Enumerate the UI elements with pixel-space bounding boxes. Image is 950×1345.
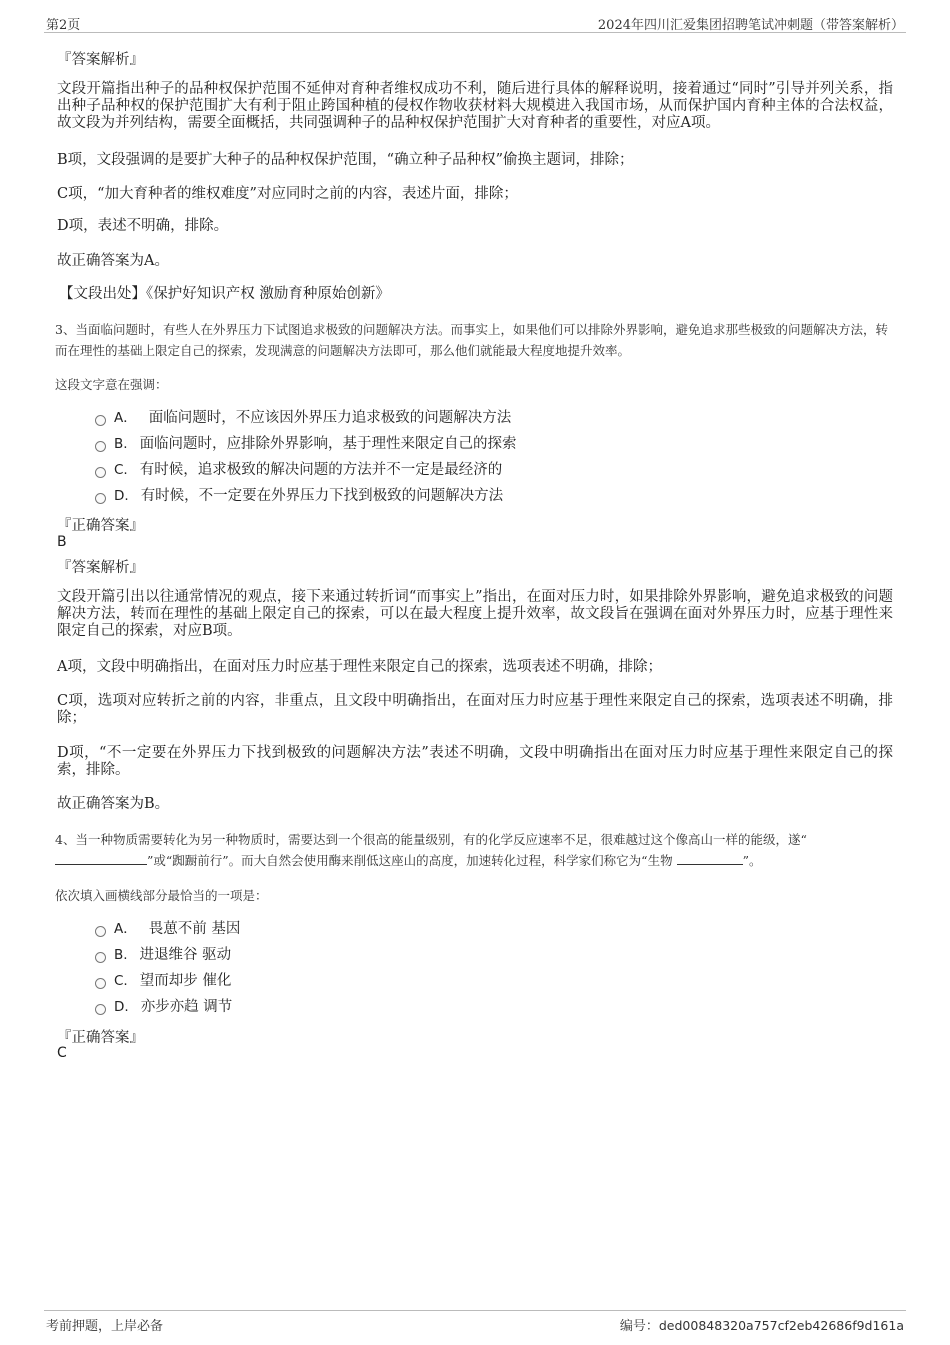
radio-button[interactable] bbox=[95, 467, 106, 478]
q4-prompt: 依次填入画横线部分最恰当的一项是： bbox=[55, 888, 268, 903]
q3-analysis-d: D项，“不一定要在外界压力下找到极致的问题解决方法”表述不明确，文段中明确指出在面对压力时应基于理性来限定自己的探索，排除。 bbox=[57, 745, 893, 778]
radio-button[interactable] bbox=[95, 415, 106, 426]
option-letter: A． bbox=[114, 410, 137, 426]
radio-button[interactable] bbox=[95, 952, 106, 963]
footer-slogan: 考前押题，上岸必备 bbox=[46, 1319, 164, 1334]
option-letter: C. bbox=[114, 973, 128, 989]
option-text: 面临问题时，不应该因外界压力追求极致的问题解决方法 bbox=[148, 410, 512, 426]
option-text: 畏葸不前 基因 bbox=[148, 921, 241, 937]
radio-button[interactable] bbox=[95, 1004, 106, 1015]
page-number: 第2页 bbox=[46, 18, 81, 33]
q3-option-a[interactable] bbox=[95, 408, 511, 428]
q3-option-c[interactable] bbox=[95, 460, 502, 480]
option-letter: B. bbox=[114, 436, 128, 452]
option-letter: A． bbox=[114, 921, 137, 937]
q4-stem-part2: ”或“踟蹰前行”。而大自然会使用酶来削低这座山的高度，加速转化过程，科学家们称它为“生物 bbox=[147, 853, 673, 868]
option-text: 进退维谷 驱动 bbox=[139, 947, 232, 963]
q3-answer-label: 『正确答案』 bbox=[57, 518, 144, 534]
q2-analysis-paragraph: 文段开篇指出种子的品种权保护范围不延伸对育种者维权成功不利，随后进行具体的解释说明，接着通过“同时”引导并列关系，指出种子品种权的保护范围扩大有利于阻止跨国种植的侵权作物收获材料大规模进入我国市场，从而保护国内育种主体的合法权益，故文段为并列结构，需要全面概括，共同强调种子的品种权保护范围扩大对育种者的重要性，对应A项。 bbox=[57, 81, 893, 131]
document-title: 2024年四川汇爱集团招聘笔试冲刺题（带答案解析） bbox=[597, 18, 904, 33]
q4-option-c[interactable] bbox=[95, 971, 231, 991]
q3-analysis-paragraph: 文段开篇引出以往通常情况的观点，接下来通过转折词“而事实上”指出，在面对压力时，如果排除外界影响，避免追求极致的问题解决方法，转而在理性的基础上限定自己的探索，可以在最大程度上提升效率，故文段旨在强调在面对外界压力时，应基于理性来限定自己的探索，对应B项。 bbox=[57, 589, 893, 639]
page-footer bbox=[44, 1310, 906, 1335]
option-text: 有时候，追求极致的解决问题的方法并不一定是最经济的 bbox=[139, 462, 503, 478]
page-header bbox=[44, 12, 906, 33]
q2-conclusion: 故正确答案为A。 bbox=[57, 253, 169, 269]
code-label: 编号： bbox=[619, 1319, 659, 1334]
option-text: 面临问题时，应排除外界影响，基于理性来限定自己的探索 bbox=[139, 436, 517, 452]
q4-blank-1 bbox=[55, 850, 147, 865]
q3-analysis-c: C项，选项对应转折之前的内容，非重点，且文段中明确指出，在面对压力时应基于理性来限定自己的探索，选项表述不明确，排除； bbox=[57, 693, 893, 726]
q4-option-b[interactable] bbox=[95, 945, 231, 965]
radio-button[interactable] bbox=[95, 493, 106, 504]
q4-answer-label: 『正确答案』 bbox=[57, 1030, 144, 1046]
code-value: ded00848320a757cf2eb42686f9d161a bbox=[658, 1318, 904, 1333]
radio-button[interactable] bbox=[95, 926, 106, 937]
q3-conclusion: 故正确答案为B。 bbox=[57, 796, 170, 812]
q3-option-b[interactable] bbox=[95, 434, 517, 454]
q3-analysis-a: A项，文段中明确指出，在面对压力时应基于理性来限定自己的探索，选项表述不明确，排除； bbox=[57, 659, 662, 675]
q2-analysis-label: 『答案解析』 bbox=[57, 52, 144, 68]
q4-stem-part1: 4、当一种物质需要转化为另一种物质时，需要达到一个很高的能量级别，有的化学反应速率不足，很难越过这个像高山一样的能级，遂“ bbox=[55, 832, 807, 847]
option-letter: D. bbox=[114, 999, 129, 1015]
q3-answer: B bbox=[57, 534, 67, 550]
q4-option-d[interactable] bbox=[95, 997, 232, 1017]
q3-option-d[interactable] bbox=[95, 486, 503, 506]
q3-prompt: 这段文字意在强调： bbox=[55, 377, 168, 392]
document-code bbox=[620, 1315, 904, 1334]
q2-analysis-b: B项，文段强调的是要扩大种子的品种权保护范围，“确立种子品种权”偷换主题词，排除； bbox=[57, 152, 634, 168]
q2-analysis-c: C项，“加大育种者的维权难度”对应同时之前的内容，表述片面，排除； bbox=[57, 186, 518, 202]
q4-answer: C bbox=[57, 1045, 67, 1061]
option-text: 望而却步 催化 bbox=[139, 973, 232, 989]
q4-stem-part3: ”。 bbox=[742, 853, 762, 868]
q3-analysis-label: 『答案解析』 bbox=[57, 560, 144, 576]
q4-option-a[interactable] bbox=[95, 919, 240, 939]
option-text: 亦步亦趋 调节 bbox=[140, 999, 233, 1015]
radio-button[interactable] bbox=[95, 441, 106, 452]
q2-source: 【文段出处】《保护好知识产权 激励育种原始创新》 bbox=[59, 286, 390, 302]
q4-blank-2 bbox=[677, 850, 743, 865]
option-letter: B. bbox=[114, 947, 128, 963]
q4-stem bbox=[55, 829, 895, 871]
option-letter: C. bbox=[114, 462, 128, 478]
q3-stem: 3、当面临问题时，有些人在外界压力下试图追求极致的问题解决方法。而事实上，如果他们可以排除外界影响，避免追求那些极致的问题解决方法，转而在理性的基础上限定自己的探索，发现满意的问题解决方法即可，那么他们就能最大程度地提升效率。 bbox=[55, 322, 888, 358]
option-text: 有时候，不一定要在外界压力下找到极致的问题解决方法 bbox=[140, 488, 504, 504]
radio-button[interactable] bbox=[95, 978, 106, 989]
q2-analysis-d: D项，表述不明确，排除。 bbox=[57, 218, 229, 234]
option-letter: D. bbox=[114, 488, 129, 504]
